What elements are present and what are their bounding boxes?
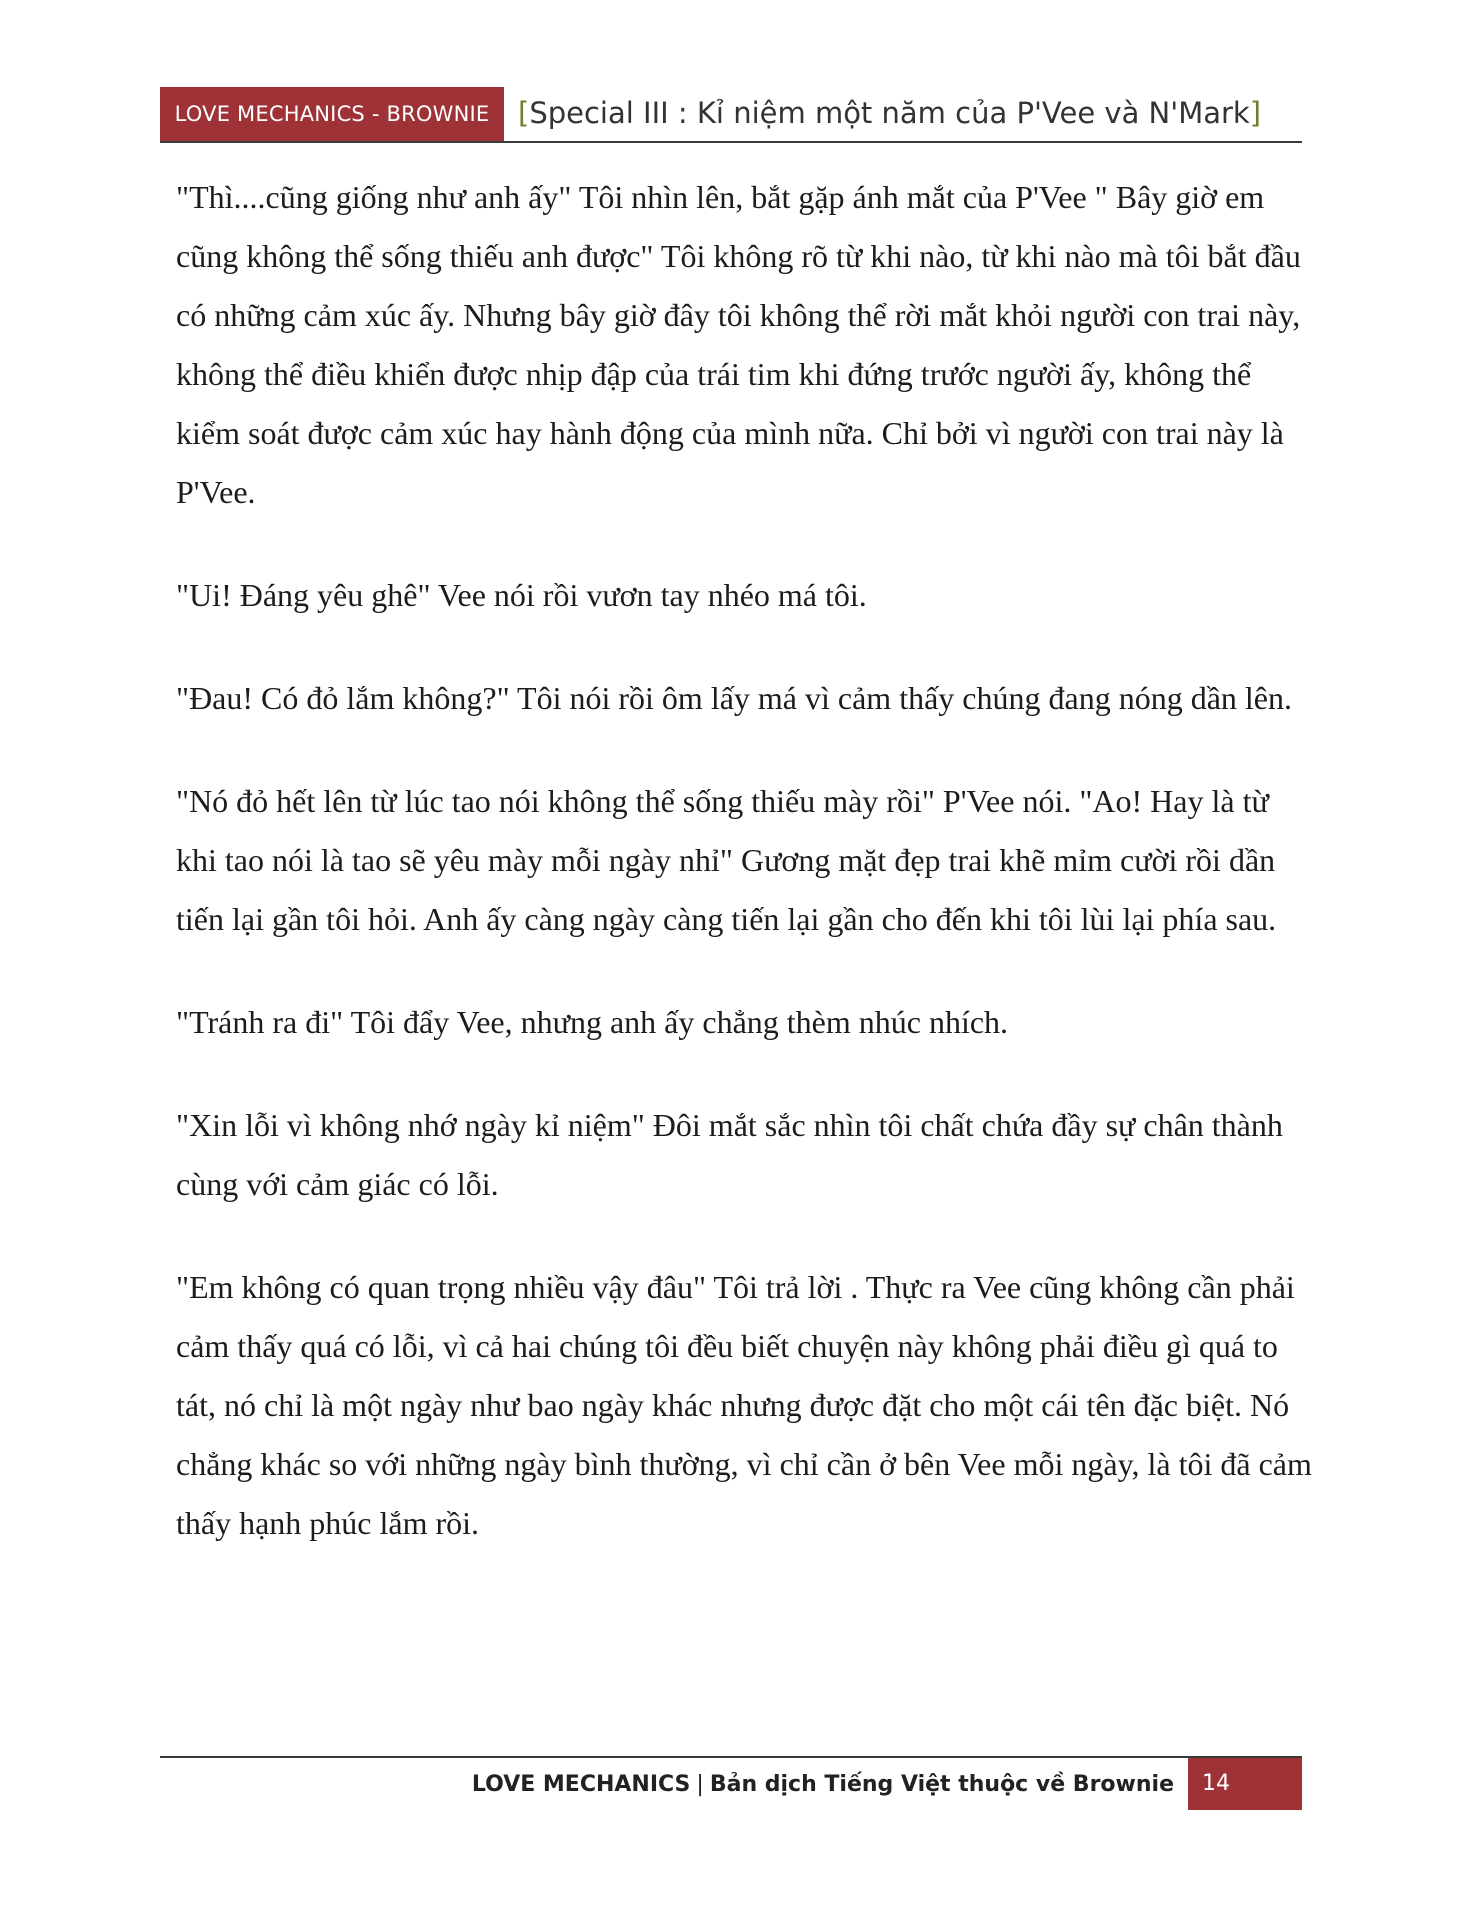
- footer-credit-line: [472, 1764, 1174, 1806]
- chapter-title-text: Special III : Kỉ niệm một năm của P'Vee và N'Mark: [529, 96, 1250, 130]
- paragraph-5: "Tránh ra đi" Tôi đẩy Vee, nhưng anh ấy chẳng thèm nhúc nhích.: [176, 1004, 1009, 1040]
- header-bracket-close: ]: [1249, 96, 1262, 130]
- page-body: [176, 168, 1316, 1597]
- page-footer: [160, 1756, 1302, 1810]
- paragraph-3: "Đau! Có đỏ lắm không?" Tôi nói rồi ôm lấy má vì cảm thấy chúng đang nóng dần lên.: [176, 680, 1292, 716]
- paragraph-4: "Nó đỏ hết lên từ lúc tao nói không thể sống thiếu mày rồi" P'Vee nói. "Ao! Hay là từ khi tao nói là tao sẽ yêu mày mỗi ngày nhỉ" Gương mặt đẹp trai khẽ mỉm cười rồi dần tiến lại gần tôi hỏi. Anh ấy càng ngày càng tiến lại gần cho đến khi tôi lùi lại phía sau.: [176, 783, 1277, 937]
- footer-title: LOVE MECHANICS: [471, 1772, 691, 1797]
- header-brand: LOVE MECHANICS - BROWNIE: [160, 87, 504, 141]
- footer-separator: |: [696, 1772, 704, 1797]
- page-header: [160, 87, 1302, 143]
- header-bracket-open: [: [518, 96, 530, 130]
- paragraph-2: "Ui! Đáng yêu ghê" Vee nói rồi vươn tay nhéo má tôi.: [176, 577, 867, 613]
- footer-credit: Bản dịch Tiếng Việt thuộc về Brownie: [709, 1772, 1174, 1797]
- paragraph-1: "Thì....cũng giống như anh ấy" Tôi nhìn lên, bắt gặp ánh mắt của P'Vee " Bây giờ em cũng không thể sống thiếu anh được" Tôi không rõ từ khi nào, từ khi nào mà tôi bắt đầu có những cảm xúc ấy. Nhưng bây giờ đây tôi không thể rời mắt khỏi người con trai này, không thể điều khiển được nhịp đập của trái tim khi đứng trước người ấy, không thể kiểm soát được cảm xúc hay hành động của mình nữa. Chỉ bởi vì người con trai này là P'Vee.: [176, 179, 1301, 510]
- page-number: 14: [1188, 1758, 1302, 1810]
- chapter-title: [518, 91, 1261, 135]
- paragraph-7: "Em không có quan trọng nhiều vậy đâu" Tôi trả lời . Thực ra Vee cũng không cần phải cảm thấy quá có lỗi, vì cả hai chúng tôi đều biết chuyện này không phải điều gì quá to tát, nó chỉ là một ngày như bao ngày khác nhưng được đặt cho một cái tên đặc biệt. Nó chẳng khác so với những ngày bình thường, vì chỉ cần ở bên Vee mỗi ngày, là tôi đã cảm thấy hạnh phúc lắm rồi.: [176, 1269, 1312, 1541]
- paragraph-6: "Xin lỗi vì không nhớ ngày kỉ niệm" Đôi mắt sắc nhìn tôi chất chứa đầy sự chân thành cùng với cảm giác có lỗi.: [176, 1107, 1283, 1202]
